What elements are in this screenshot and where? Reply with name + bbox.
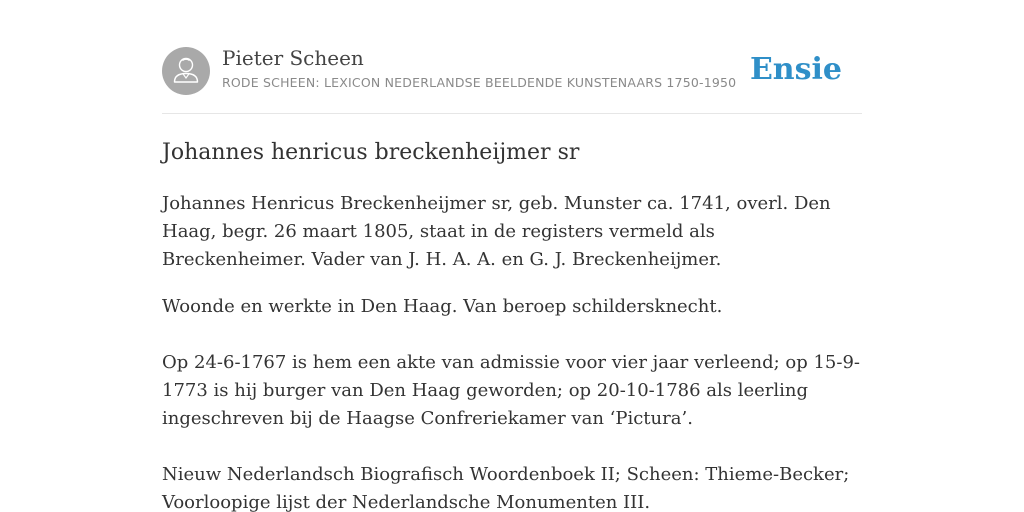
article-body bbox=[162, 190, 862, 512]
paragraph-biography: Johannes Henricus Breckenheijmer sr, geb. Munster ca. 1741, overl. Den Haag, begr. 26 maart 1805, staat in de registers vermeld als Breckenheimer. Vader van J. H. A. A. en G. J. Breckenheijmer. bbox=[162, 193, 831, 270]
paragraph-admission: Op 24-6-1767 is hem een akte van admissie voor vier jaar verleend; op 15-9-1773 is hij burger van Den Haag geworden; op 20-10-1786 als leerling ingeschreven bij de Haagse Confreriekamer van ‘Pictura’. bbox=[162, 352, 861, 429]
ensie-logo[interactable]: Ensie bbox=[749, 52, 842, 87]
header-divider bbox=[162, 113, 862, 114]
paragraph-references: Nieuw Nederlandsch Biografisch Woordenboek II; Scheen: Thieme-Becker; Voorloopige lijst der Nederlandsche Monumenten III. bbox=[162, 464, 850, 512]
author-avatar[interactable] bbox=[162, 47, 210, 95]
source-lexicon[interactable]: RODE SCHEEN: LEXICON NEDERLANDSE BEELDENDE KUNSTENAARS 1750-1950 bbox=[222, 75, 737, 90]
user-avatar-icon bbox=[162, 47, 210, 95]
paragraph-occupation: Woonde en werkte in Den Haag. Van beroep schildersknecht. bbox=[162, 296, 723, 317]
page-title: Johannes henricus breckenheijmer sr bbox=[162, 140, 580, 165]
author-name[interactable]: Pieter Scheen bbox=[222, 46, 364, 70]
paragraph-spacer bbox=[162, 433, 862, 461]
article-page bbox=[162, 0, 862, 512]
paragraph-spacer bbox=[162, 321, 862, 349]
article-header bbox=[162, 46, 862, 96]
